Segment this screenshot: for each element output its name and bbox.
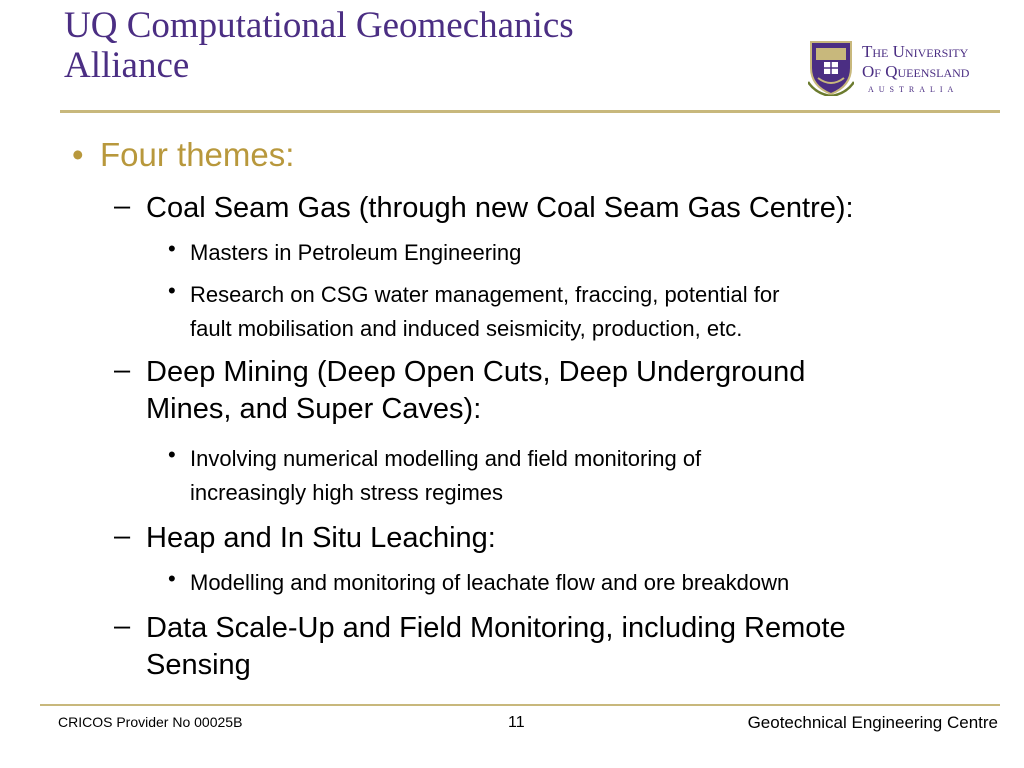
bullet-text-line: Deep Mining (Deep Open Cuts, Deep Underground bbox=[146, 356, 806, 388]
bullet-text bbox=[146, 354, 805, 428]
slide-title bbox=[64, 6, 784, 86]
bullet-text: Four themes: bbox=[100, 136, 295, 173]
dash-marker: – bbox=[114, 190, 131, 222]
bullet-text-line: Involving numerical modelling and field monitoring of bbox=[190, 446, 702, 471]
footer-divider bbox=[40, 704, 1000, 706]
logo-queensland-line: Of Queensland bbox=[862, 62, 970, 81]
bullet-text bbox=[190, 278, 779, 346]
bullet-text: Modelling and monitoring of leachate flow and ore breakdown bbox=[190, 570, 790, 595]
title-line-1: UQ Computational Geomechanics bbox=[64, 5, 574, 46]
dash-marker: – bbox=[114, 610, 131, 642]
header-divider bbox=[60, 110, 1000, 113]
page-number: 11 bbox=[508, 714, 525, 731]
bullet-marker: • bbox=[168, 442, 176, 467]
bullet-text: Coal Seam Gas (through new Coal Seam Gas Centre): bbox=[146, 192, 854, 224]
bullet-text-line: Sensing bbox=[146, 649, 251, 681]
cricos-provider: CRICOS Provider No 00025B bbox=[58, 714, 243, 730]
bullet-text-line: fault mobilisation and induced seismicity, production, etc. bbox=[190, 316, 743, 341]
bullet-text: Heap and In Situ Leaching: bbox=[146, 522, 496, 554]
logo-university-line: The University bbox=[862, 42, 969, 61]
bullet-text-line: increasingly high stress regimes bbox=[190, 480, 504, 505]
dash-marker: – bbox=[114, 520, 131, 552]
bullet-marker: • bbox=[168, 278, 176, 303]
bullet-marker: • bbox=[168, 566, 176, 591]
bullet-text-line: Data Scale-Up and Field Monitoring, including Remote bbox=[146, 612, 846, 644]
dash-marker: – bbox=[114, 354, 131, 386]
logo-australia-line: AUSTRALIA bbox=[868, 85, 959, 94]
bullet-text-line: Mines, and Super Caves): bbox=[146, 393, 482, 425]
bullet-marker: • bbox=[72, 136, 84, 173]
uq-crest-icon bbox=[808, 38, 854, 96]
bullet-text bbox=[190, 442, 701, 510]
bullet-text: Masters in Petroleum Engineering bbox=[190, 240, 522, 265]
bullet-marker: • bbox=[168, 236, 176, 261]
bullet-text-line: Research on CSG water management, fraccing, potential for bbox=[190, 282, 780, 307]
footer-centre-name: Geotechnical Engineering Centre bbox=[747, 713, 998, 732]
bullet-text bbox=[146, 610, 846, 684]
uq-logo bbox=[808, 38, 1008, 100]
title-line-2: Alliance bbox=[64, 45, 190, 86]
